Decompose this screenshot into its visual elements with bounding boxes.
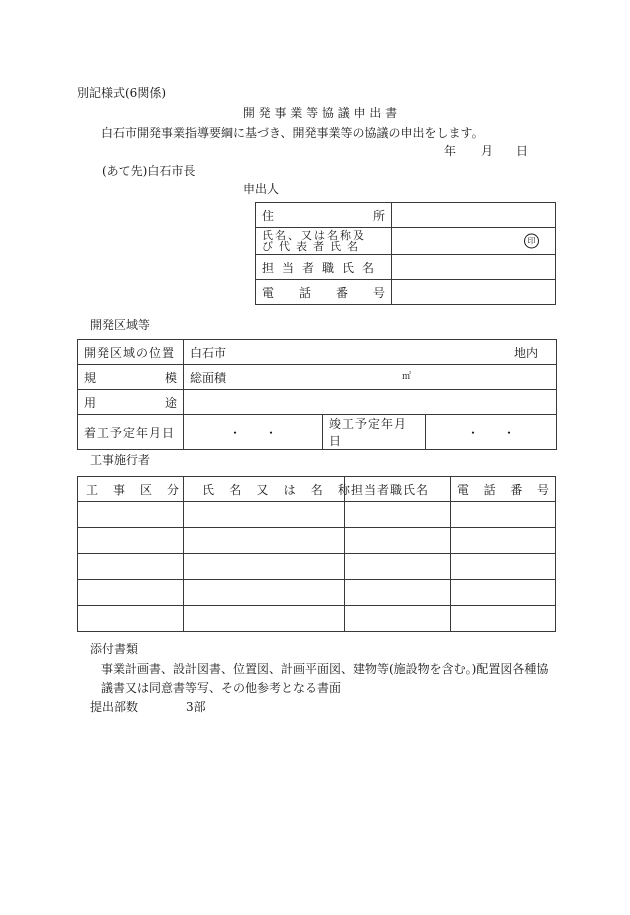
table-row: [256, 228, 556, 255]
use-field[interactable]: [184, 390, 557, 415]
table-row: [78, 502, 556, 528]
contact-person-field[interactable]: [392, 255, 556, 280]
development-area-heading: 開発区域等: [90, 318, 151, 332]
address-label: 住 所: [256, 203, 392, 228]
table-cell[interactable]: [345, 580, 451, 606]
attachments-line-2: 議書又は同意書等写、その他参考となる書面: [101, 681, 342, 695]
location-city: 白石市: [190, 345, 227, 360]
seal-mark: 印: [524, 234, 539, 249]
table-cell[interactable]: [451, 606, 556, 632]
table-cell[interactable]: [345, 502, 451, 528]
location-label: 開発区域の位置: [78, 340, 184, 365]
table-row: [78, 528, 556, 554]
scale-field[interactable]: [184, 365, 557, 390]
attachments-line-1: 事業計画書、設計図書、位置図、計画平面図、建物等(施設物を含む。)配置図各種協: [101, 662, 549, 676]
date-month: 月: [481, 144, 494, 158]
page-title: 開 発 事 業 等 協 議 申 出 書: [242, 106, 398, 120]
table-cell[interactable]: [345, 554, 451, 580]
table-row: [256, 280, 556, 305]
table-cell[interactable]: [184, 528, 345, 554]
name-field[interactable]: [392, 228, 556, 255]
scale-unit: ㎡: [402, 372, 412, 382]
use-label: 用 途: [78, 390, 184, 415]
form-number: 別記様式(6関係): [77, 86, 166, 100]
applicant-table: [255, 202, 556, 305]
table-cell[interactable]: [184, 580, 345, 606]
table-row: [78, 390, 557, 415]
intro-text: 白石市開発事業指導要綱に基づき、開発事業等の協議の申出をします。: [101, 126, 484, 140]
location-field[interactable]: [184, 340, 557, 365]
table-cell[interactable]: [184, 502, 345, 528]
scale-value: 総面積: [190, 370, 227, 385]
address-field[interactable]: [392, 203, 556, 228]
name-label: 氏名、又は名称及 び代表者氏名: [256, 228, 392, 255]
header-work-division: 工 事 区 分: [78, 477, 184, 502]
copies-value: 3部: [186, 700, 206, 714]
table-row: [78, 580, 556, 606]
table-cell[interactable]: [78, 528, 184, 554]
table-row: [78, 365, 557, 390]
table-row: [256, 203, 556, 228]
table-header-row: [78, 477, 556, 502]
table-cell[interactable]: [78, 606, 184, 632]
header-name: 氏 名 又 は 名 称: [184, 477, 345, 502]
phone-field[interactable]: [392, 280, 556, 305]
addressee: (あて先)白石市長: [102, 164, 196, 178]
header-contact-person: 担当者職氏名: [345, 477, 451, 502]
contact-person-label: 担当者職氏名: [256, 255, 392, 280]
contractor-heading: 工事施行者: [90, 453, 151, 467]
table-cell[interactable]: [345, 528, 451, 554]
copies-label: 提出部数: [90, 700, 139, 714]
applicant-label: 申出人: [243, 182, 280, 196]
table-cell[interactable]: [451, 528, 556, 554]
attachments-heading: 添付書類: [90, 642, 139, 656]
scale-label: 規 模: [78, 365, 184, 390]
start-date-field[interactable]: ・ ・: [184, 415, 323, 450]
development-area-table: [77, 339, 557, 450]
contractor-table: [77, 476, 556, 632]
table-cell[interactable]: [184, 554, 345, 580]
table-row: [78, 606, 556, 632]
table-row: [78, 340, 557, 365]
table-cell[interactable]: [451, 554, 556, 580]
table-row: [78, 554, 556, 580]
date-year: 年: [444, 144, 457, 158]
header-phone: 電 話 番 号: [451, 477, 556, 502]
table-row: [256, 255, 556, 280]
table-cell[interactable]: [345, 606, 451, 632]
table-row: [78, 415, 557, 450]
table-cell[interactable]: [78, 580, 184, 606]
start-date-label: 着工予定年月日: [78, 415, 184, 450]
table-cell[interactable]: [451, 580, 556, 606]
phone-label: 電 話 番 号: [256, 280, 392, 305]
date-day: 日: [516, 144, 529, 158]
table-cell[interactable]: [451, 502, 556, 528]
table-cell[interactable]: [184, 606, 345, 632]
end-date-field[interactable]: ・ ・: [426, 415, 557, 450]
end-date-label: 竣工予定年月日: [323, 415, 426, 450]
table-cell[interactable]: [78, 554, 184, 580]
table-cell[interactable]: [78, 502, 184, 528]
location-suffix: 地内: [513, 345, 538, 360]
